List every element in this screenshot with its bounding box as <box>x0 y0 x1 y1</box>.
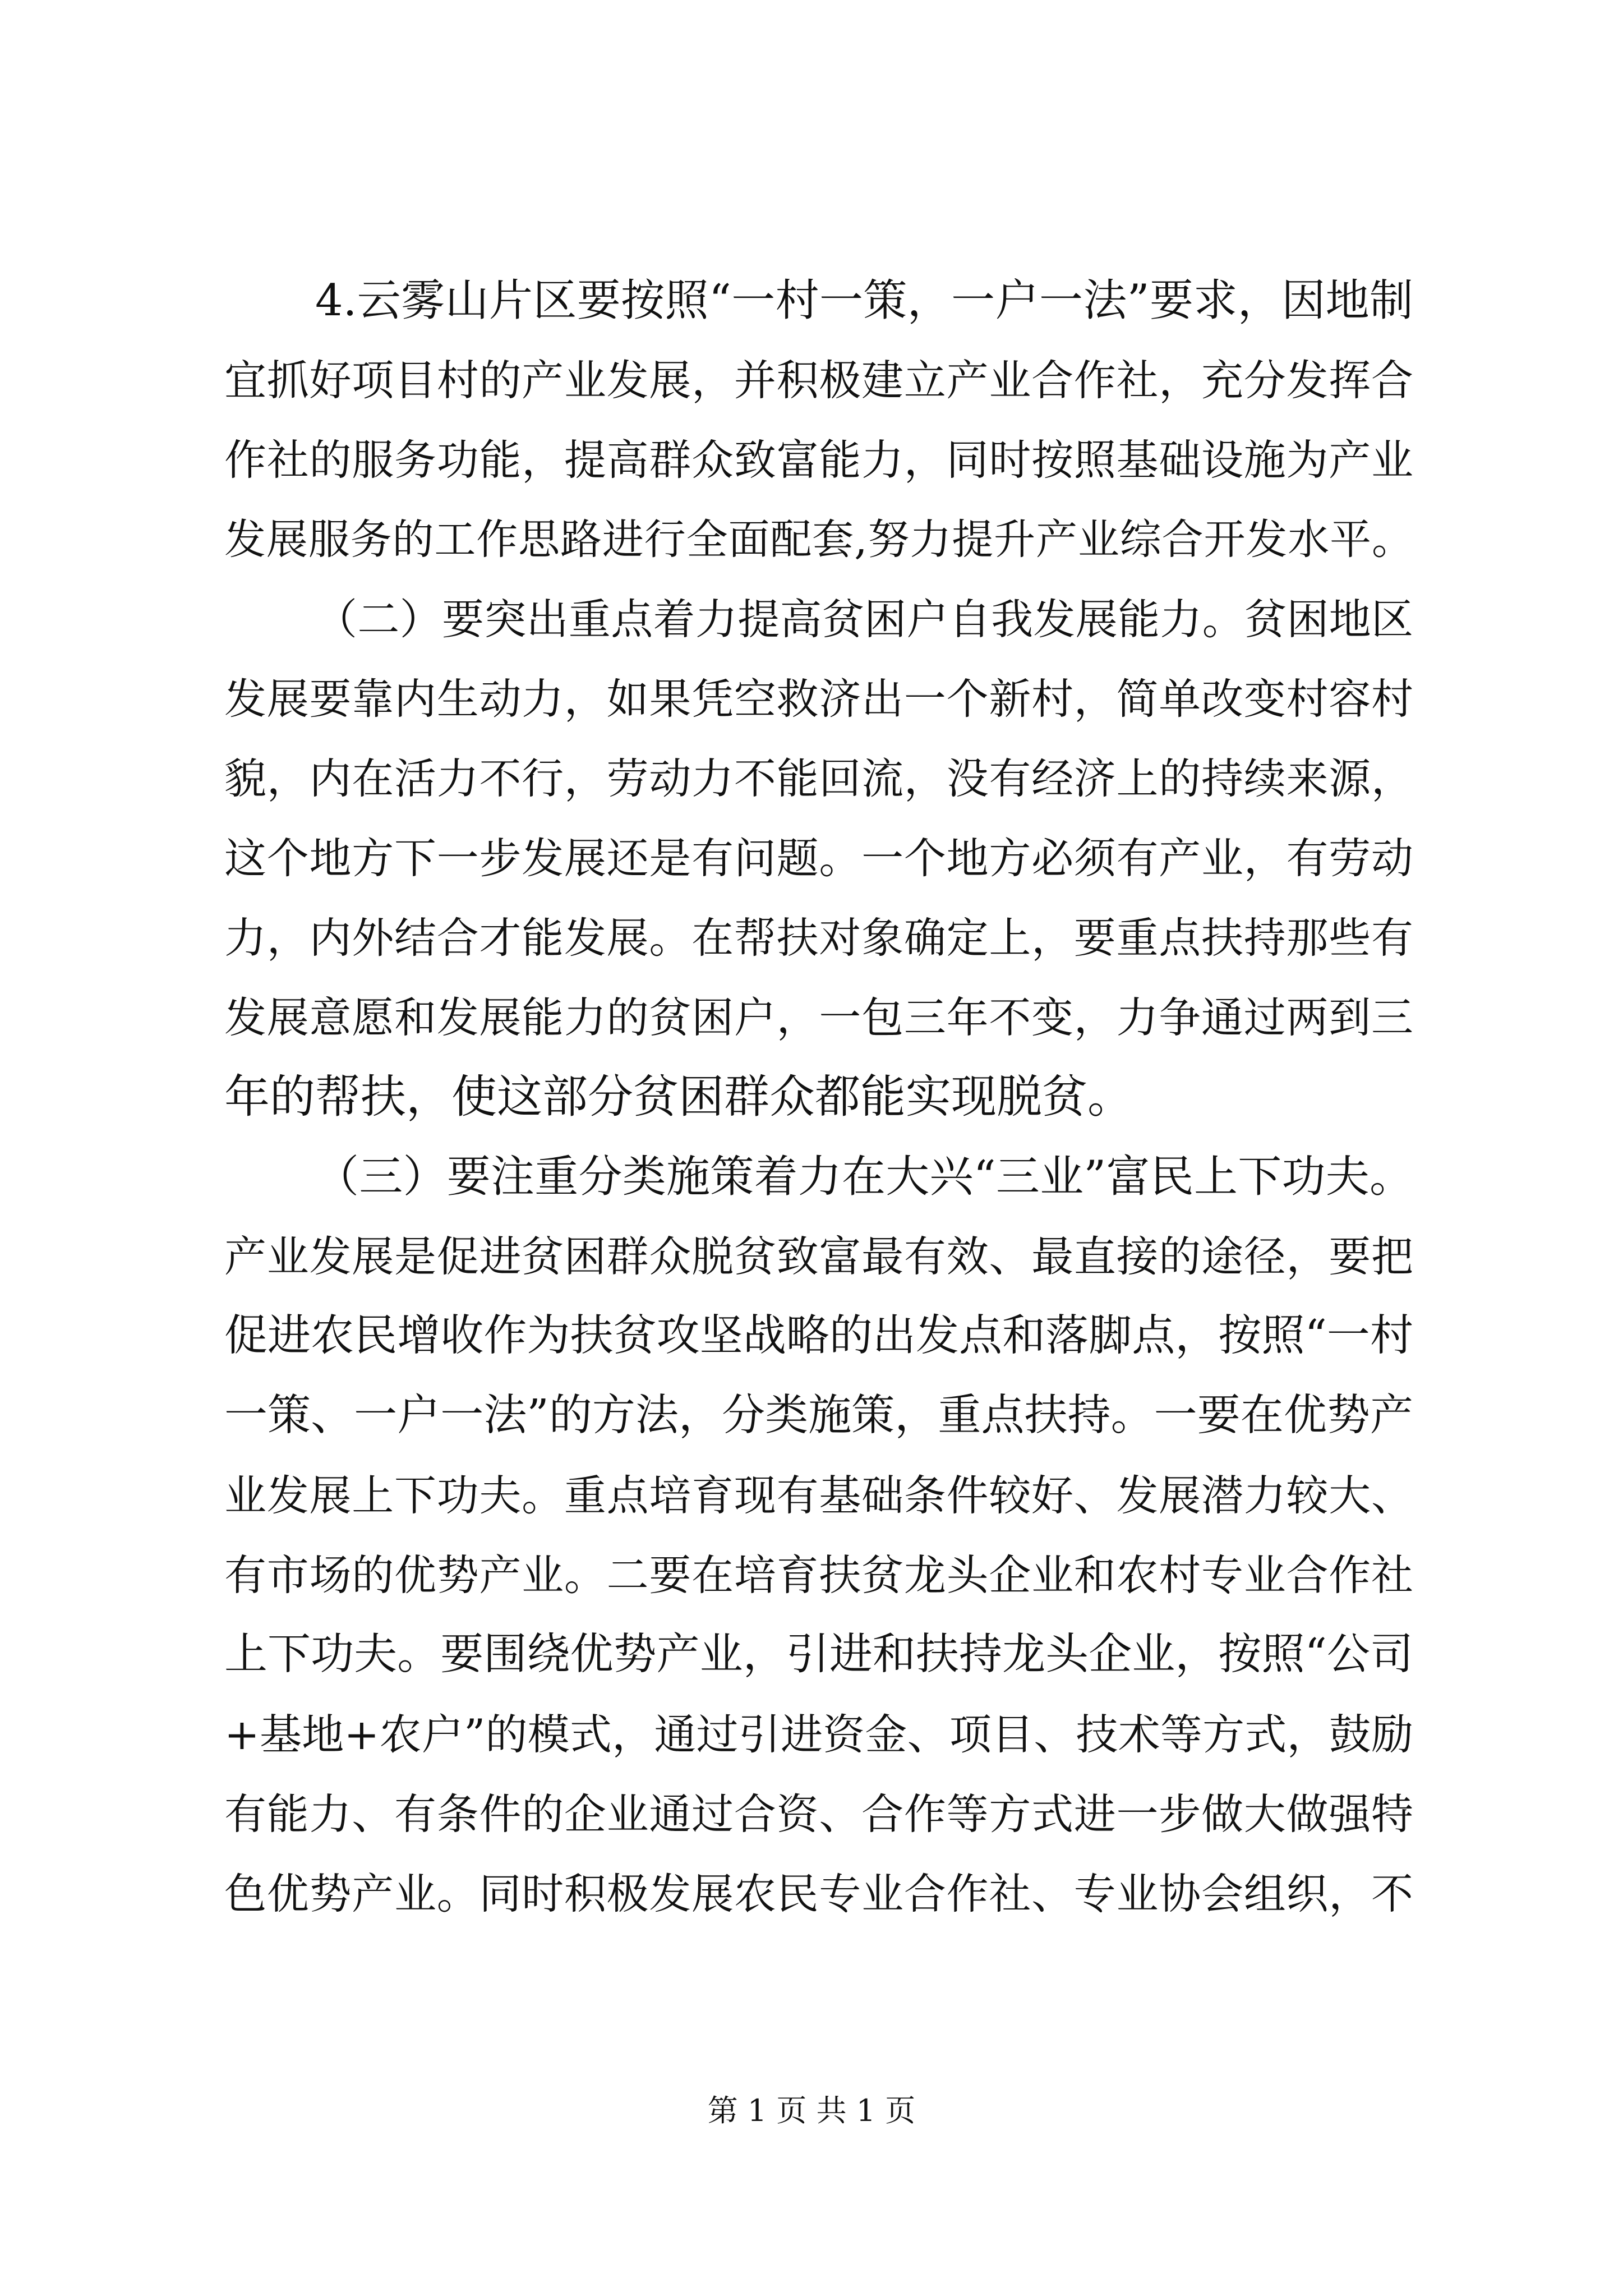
paragraph-3-line-7: 上下功夫。要围绕优势产业，引进和扶持龙头企业，按照“公司 <box>224 1630 1413 1680</box>
paragraph-1-line-2: 宜抓好项目村的产业发展，并积极建立产业合作社，充分发挥合 <box>224 356 1413 405</box>
paragraph-3-line-5: 业发展上下功夫。重点培育现有基础条件较好、发展潜力较大、 <box>224 1471 1413 1520</box>
paragraph-3-line-4: 一策、一户一法”的方法，分类施策，重点扶持。一要在优势产 <box>224 1391 1413 1441</box>
paragraph-2-line-2: 发展要靠内生动力，如果凭空救济出一个新村，简单改变村容村 <box>224 674 1413 724</box>
paragraph-3-line-1: （三）要注重分类施策着力在大兴“三业”富民上下功夫。 <box>315 1152 1413 1202</box>
paragraph-3-line-3: 促进农民增收作为扶贫攻坚战略的出发点和落脚点，按照“一村 <box>224 1311 1413 1361</box>
paragraph-2-line-1: （二）要突出重点着力提高贫困户自我发展能力。贫困地区 <box>315 595 1413 644</box>
paragraph-1-line-3: 作社的服务功能，提高群众致富能力，同时按照基础设施为产业 <box>224 435 1413 485</box>
paragraph-1-line-4: 发展服务的工作思路进行全面配套,努力提升产业综合开发水平。 <box>224 516 1413 564</box>
paragraph-1-line-1: 4.云雾山片区要按照“一村一策，一户一法”要求，因地制 <box>315 275 1413 326</box>
paragraph-3-line-10: 色优势产业。同时积极发展农民专业合作社、专业协会组织，不 <box>224 1869 1413 1918</box>
paragraph-2-line-3: 貌，内在活力不行，劳动力不能回流，没有经济上的持续来源， <box>224 754 1413 803</box>
body-text <box>224 261 1413 1934</box>
paragraph-2-line-7: 年的帮扶，使这部分贫困群众都能实现脱贫。 <box>224 1071 1133 1124</box>
paragraph-3-line-2: 产业发展是促进贫困群众脱贫致富最有效、最直接的途径，要把 <box>224 1232 1413 1281</box>
paragraph-2-line-5: 力，内外结合才能发展。在帮扶对象确定上，要重点扶持那些有 <box>224 913 1413 963</box>
page-footer: 第 1 页 共 1 页 <box>707 2093 916 2128</box>
paragraph-3-line-8: +基地+农户”的模式，通过引进资金、项目、技术等方式，鼓励 <box>224 1710 1413 1759</box>
paragraph-2-line-4: 这个地方下一步发展还是有问题。一个地方必须有产业，有劳动 <box>224 834 1413 883</box>
paragraph-3-line-9: 有能力、有条件的企业通过合资、合作等方式进一步做大做强特 <box>224 1789 1413 1839</box>
paragraph-2-line-6: 发展意愿和发展能力的贫困户，一包三年不变，力争通过两到三 <box>224 993 1413 1042</box>
paragraph-3-line-6: 有市场的优势产业。二要在培育扶贫龙头企业和农村专业合作社 <box>224 1550 1413 1600</box>
